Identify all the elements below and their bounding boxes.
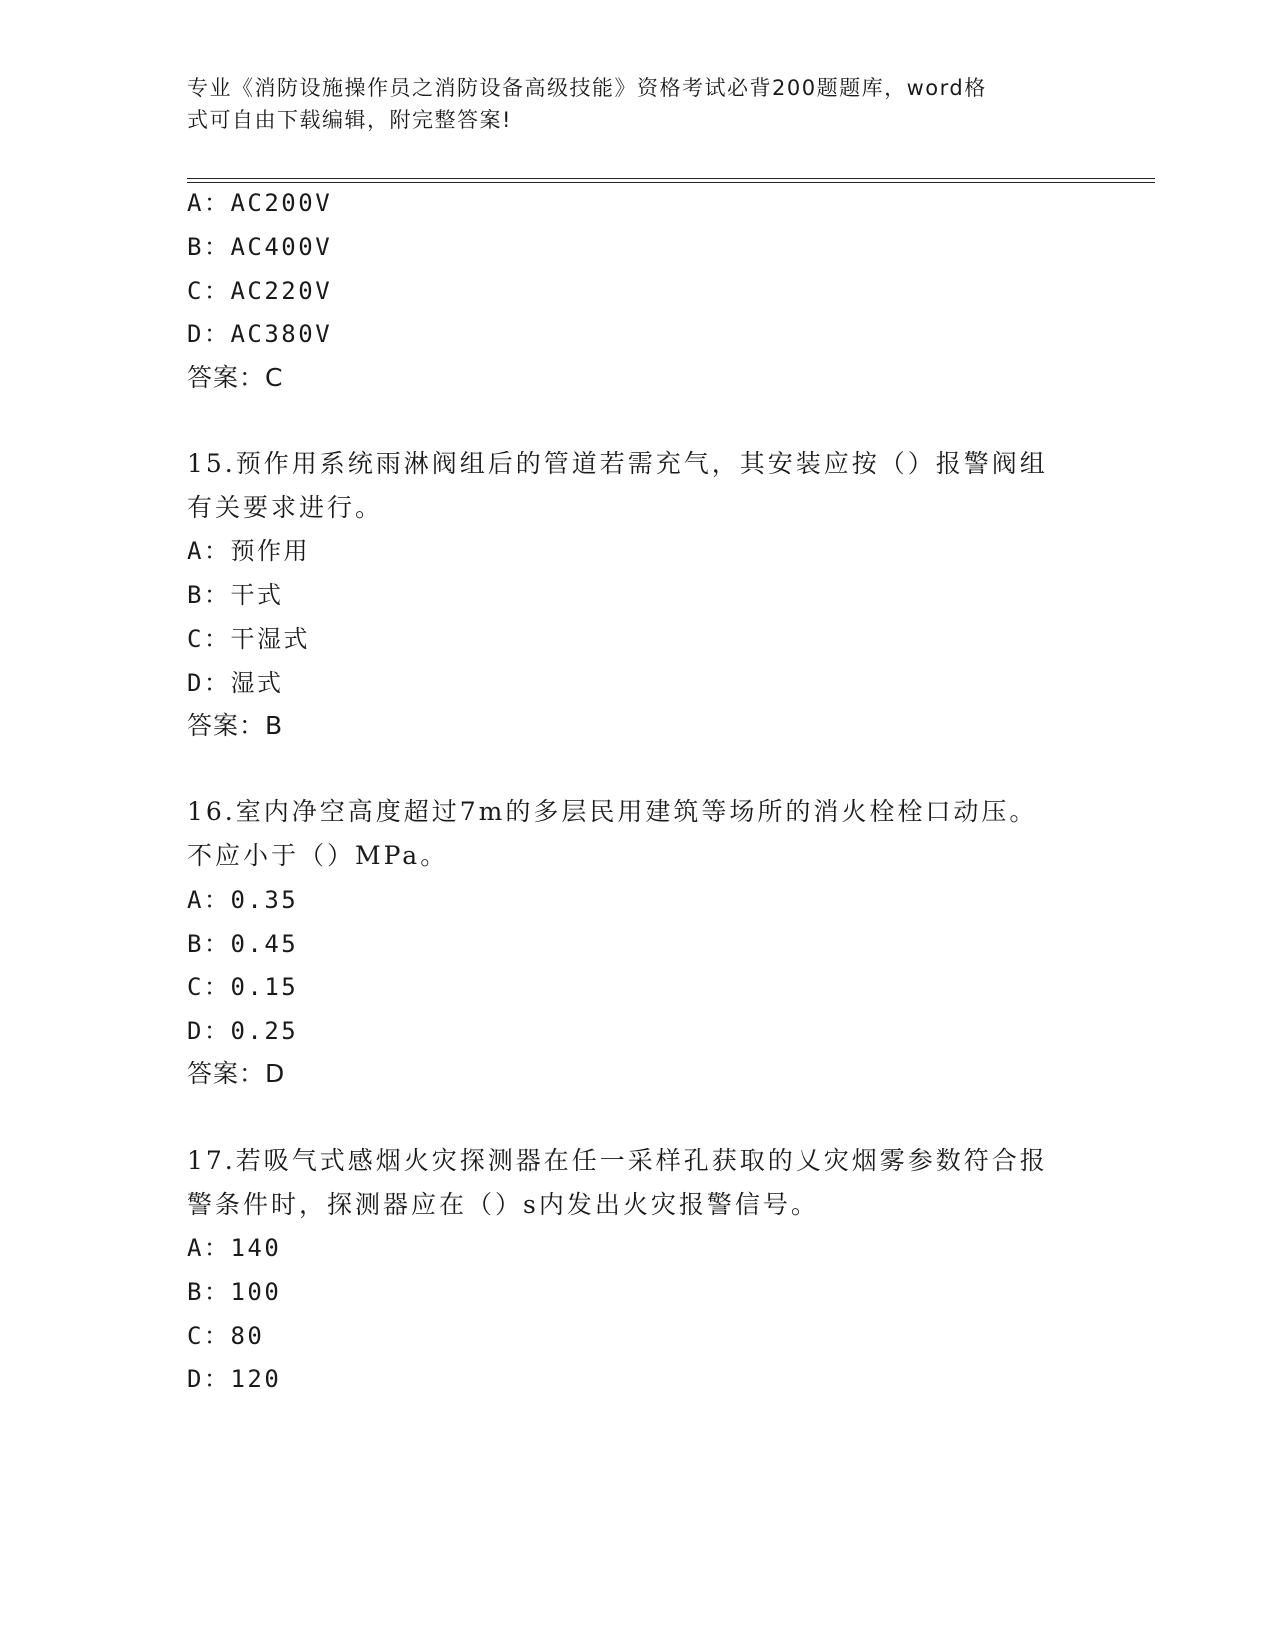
header-divider-bottom <box>187 182 1155 183</box>
q15-stem-line-2: 有关要求进行。 <box>187 493 384 522</box>
q15-option-c: C：干湿式 <box>187 625 310 653</box>
header-line-2: 式可自由下载编辑，附完整答案! <box>187 108 512 132</box>
q14-option-b: B：AC400V <box>187 233 333 261</box>
q17-stem-line-1: 17.若吸气式感烟火灾探测器在任一采样孔获取的乂灾烟雾参数符合报 <box>187 1146 1048 1175</box>
header-divider-top <box>187 178 1155 179</box>
q17-option-b: B：100 <box>187 1278 282 1306</box>
q16-stem-line-1: 16.室内净空高度超过7m的多层民用建筑等场所的消火栓栓口动压。 <box>187 797 1038 826</box>
q14-option-c: C：AC220V <box>187 277 333 305</box>
q15-option-b: B：干式 <box>187 581 284 609</box>
q16-stem-line-2: 不应小于（）MPa。 <box>187 841 449 870</box>
q16-option-d: D：0.25 <box>187 1017 299 1045</box>
q16-answer: 答案：D <box>187 1059 286 1088</box>
q15-option-a: A：预作用 <box>187 537 310 565</box>
q16-option-c: C：0.15 <box>187 973 299 1001</box>
q17-option-c: C：80 <box>187 1322 265 1350</box>
q16-option-a: A：0.35 <box>187 886 299 914</box>
q14-option-d: D：AC380V <box>187 320 333 348</box>
q16-option-b: B：0.45 <box>187 930 299 958</box>
q15-answer: 答案：B <box>187 711 284 740</box>
header-line-1: 专业《消防设施操作员之消防设备高级技能》资格考试必背200题题库，word格 <box>187 76 987 100</box>
document-header <box>187 72 1087 136</box>
q17-option-d: D：120 <box>187 1365 282 1393</box>
q14-answer: 答案：C <box>187 363 284 392</box>
q17-option-a: A：140 <box>187 1234 282 1262</box>
q17-stem-line-2: 警条件时，探测器应在（）s内发出火灾报警信号。 <box>187 1190 819 1219</box>
q14-option-a: A：AC200V <box>187 189 333 217</box>
q15-stem-line-1: 15.预作用系统雨淋阀组后的管道若需充气，其安装应按（）报警阀组 <box>187 449 1048 478</box>
q15-option-d: D：湿式 <box>187 669 284 697</box>
